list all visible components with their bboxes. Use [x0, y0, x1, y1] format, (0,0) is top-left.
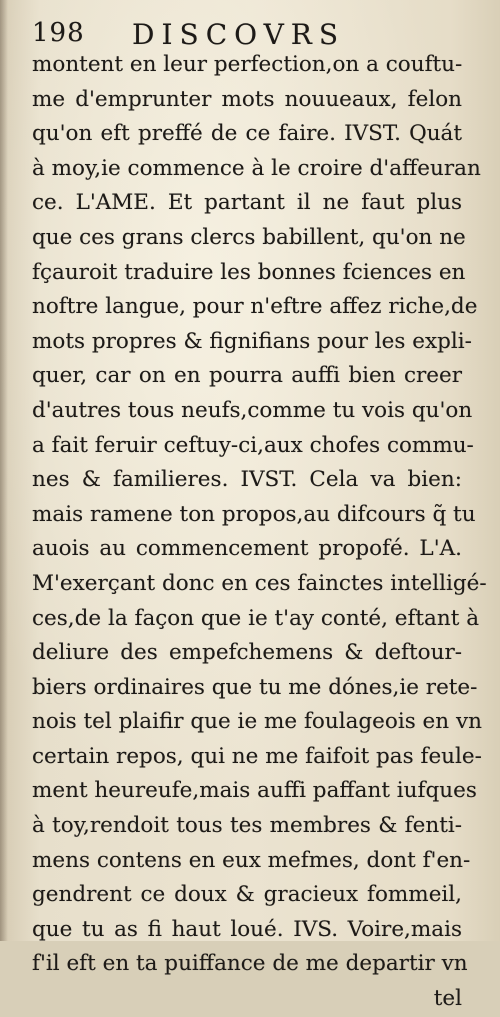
- text-line: d'autres tous neufs,comme tu vois qu'on: [32, 397, 473, 423]
- running-head: DISCOVRS: [132, 18, 346, 51]
- catchword: tel: [433, 986, 462, 1012]
- text-line: ces,de la façon que ie t'ay conté, eftant à: [32, 605, 480, 631]
- text-line: mais ramene ton propos,au difcours q̃ tu: [32, 501, 476, 527]
- text-line: à moy,ie commence à le croire d'affeuran: [32, 155, 481, 181]
- text-line: a fait feruir ceftuy-ci,aux chofes commu-: [32, 432, 474, 458]
- text-line: biers ordinaires que tu me dónes,ie rete-: [32, 674, 478, 700]
- text-line: que ces grans clercs babillent, qu'on ne: [32, 224, 466, 250]
- text-line: me d'emprunter mots nouueaux, felon: [32, 86, 462, 112]
- text-line: M'exerçant donc en ces fainctes intelligé-: [32, 570, 487, 596]
- text-line: mots propres & fignifians pour les expli-: [32, 328, 472, 354]
- text-line: qu'on eft preffé de ce faire. IVST. Quát: [32, 121, 462, 147]
- text-line: fçauroit traduire les bonnes fciences en: [32, 259, 466, 285]
- page-number: 198: [32, 18, 85, 48]
- text-line: certain repos, qui ne me faifoit pas feule-: [32, 743, 482, 769]
- text-line: nes & familieres. IVST. Cela va bien:: [32, 467, 462, 493]
- text-line: auois au commencement propofé. L'A.: [32, 536, 462, 562]
- text-line: f'il eft en ta puiffance de me departir vn: [32, 951, 468, 977]
- text-line: ment heureufe,mais auffi paffant iufques: [32, 778, 477, 804]
- text-line: montent en leur perfection,on a couftu-: [32, 52, 463, 77]
- body-text: [32, 48, 487, 1017]
- text-line: à toy,rendoit tous tes membres & fenti-: [32, 813, 462, 839]
- text-line: que tu as fi haut loué. IVS. Voire,mais: [32, 916, 462, 942]
- text-line: quer, car on en pourra auffi bien creer: [32, 363, 462, 389]
- text-line: mens contens en eux mefmes, dont f'en-: [32, 847, 471, 873]
- text-line: noftre langue, pour n'eftre affez riche,de: [32, 294, 478, 320]
- text-line: deliure des empefchemens & deftour-: [32, 640, 462, 666]
- text-line: gendrent ce doux & gracieux fommeil,: [32, 882, 462, 908]
- text-line: ce. L'AME. Et partant il ne faut plus: [32, 190, 462, 216]
- text-line: nois tel plaifir que ie me foulageois en vn: [32, 709, 482, 735]
